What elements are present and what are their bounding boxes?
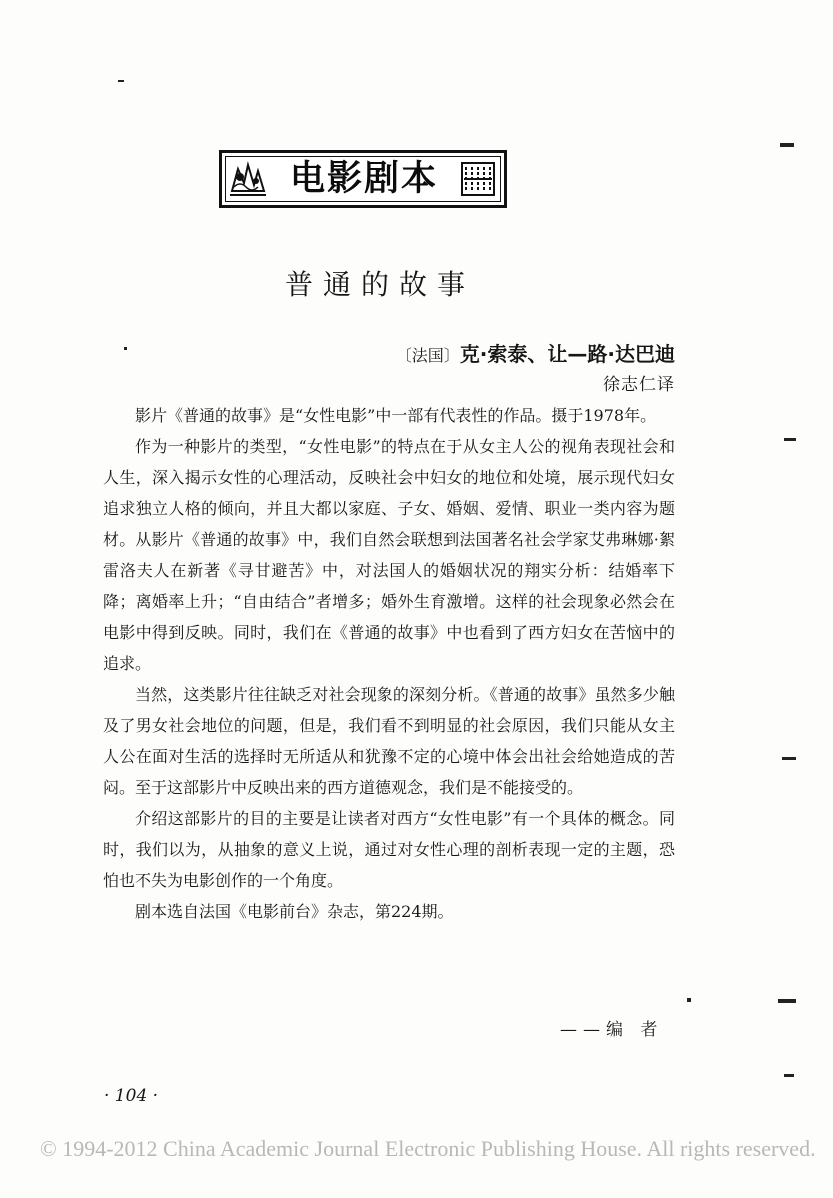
translator-credit: 徐志仁译 [603,375,675,395]
scan-speck [784,1074,794,1077]
scan-speck [780,143,794,147]
scan-speck [784,438,796,441]
author-country: 〔法国〕 [395,346,460,365]
section-title: 电影剧本 [289,159,438,199]
author-names: 克·索泰、让—路·达巴迪 [459,342,675,366]
scan-speck [124,347,127,350]
paragraph: 影片《普通的故事》是“女性电影”中一部有代表性的作品。摄于1978年。 [135,406,657,425]
author-line [396,340,675,370]
film-reel-ornament-icon [228,161,268,197]
paragraph: 作为一种影片的类型，“女性电影”的特点在于从女主人公的视角表现社会和人生，深入揭示女性的心理活动，反映社会中妇女的地位和处境，展示现代妇女追求独立人格的倾向，并且大都以家庭、子女、婚姻、爱情、职业一类内容为题材。从影片《普通的故事》中，我们自然会联想到法国著名社会学家艾弗琳娜·絮雷洛夫人在新著《寻甘避苦》中，对法国人的婚姻状况的翔实分析：结婚率下降；离婚率上升；“自由结合”者增多；婚外生育激增。这样的社会现象必然会在电影中得到反映。同时，我们在《普通的故事》中也看到了西方妇女在苦恼中的追求。 [103,437,675,673]
scan-speck [778,999,796,1003]
page-number: · 104 · [104,1086,159,1106]
section-header-banner [219,150,507,208]
story-title: 普通的故事 [284,268,475,301]
film-strip-ornament-icon [458,161,498,197]
scan-speck [118,80,124,82]
paragraph: 剧本选自法国《电影前台》杂志，第224期。 [135,902,454,921]
editor-signature: ——编 者 [560,1020,664,1040]
scan-speck [782,757,796,760]
article-body [103,400,675,927]
scan-speck [687,998,691,1002]
paragraph: 介绍这部影片的目的主要是让读者对西方“女性电影”有一个具体的概念。同时，我们以为，从抽象的意义上说，通过对女性心理的剖析表现一定的主题，恐怕也不失为电影创作的一个角度。 [103,809,675,890]
paragraph: 当然，这类影片往往缺乏对社会现象的深刻分析。《普通的故事》虽然多少触及了男女社会地位的问题，但是，我们看不到明显的社会原因，我们只能从女主人公在面对生活的选择时无所适从和犹豫不定的心境中体会出社会给她造成的苦闷。至于这部影片中反映出来的西方道德观念，我们是不能接受的。 [103,685,675,797]
copyright-watermark: © 1994-2012 China Academic Journal Electronic Publishing House. All rights reserved. [40,1136,816,1161]
